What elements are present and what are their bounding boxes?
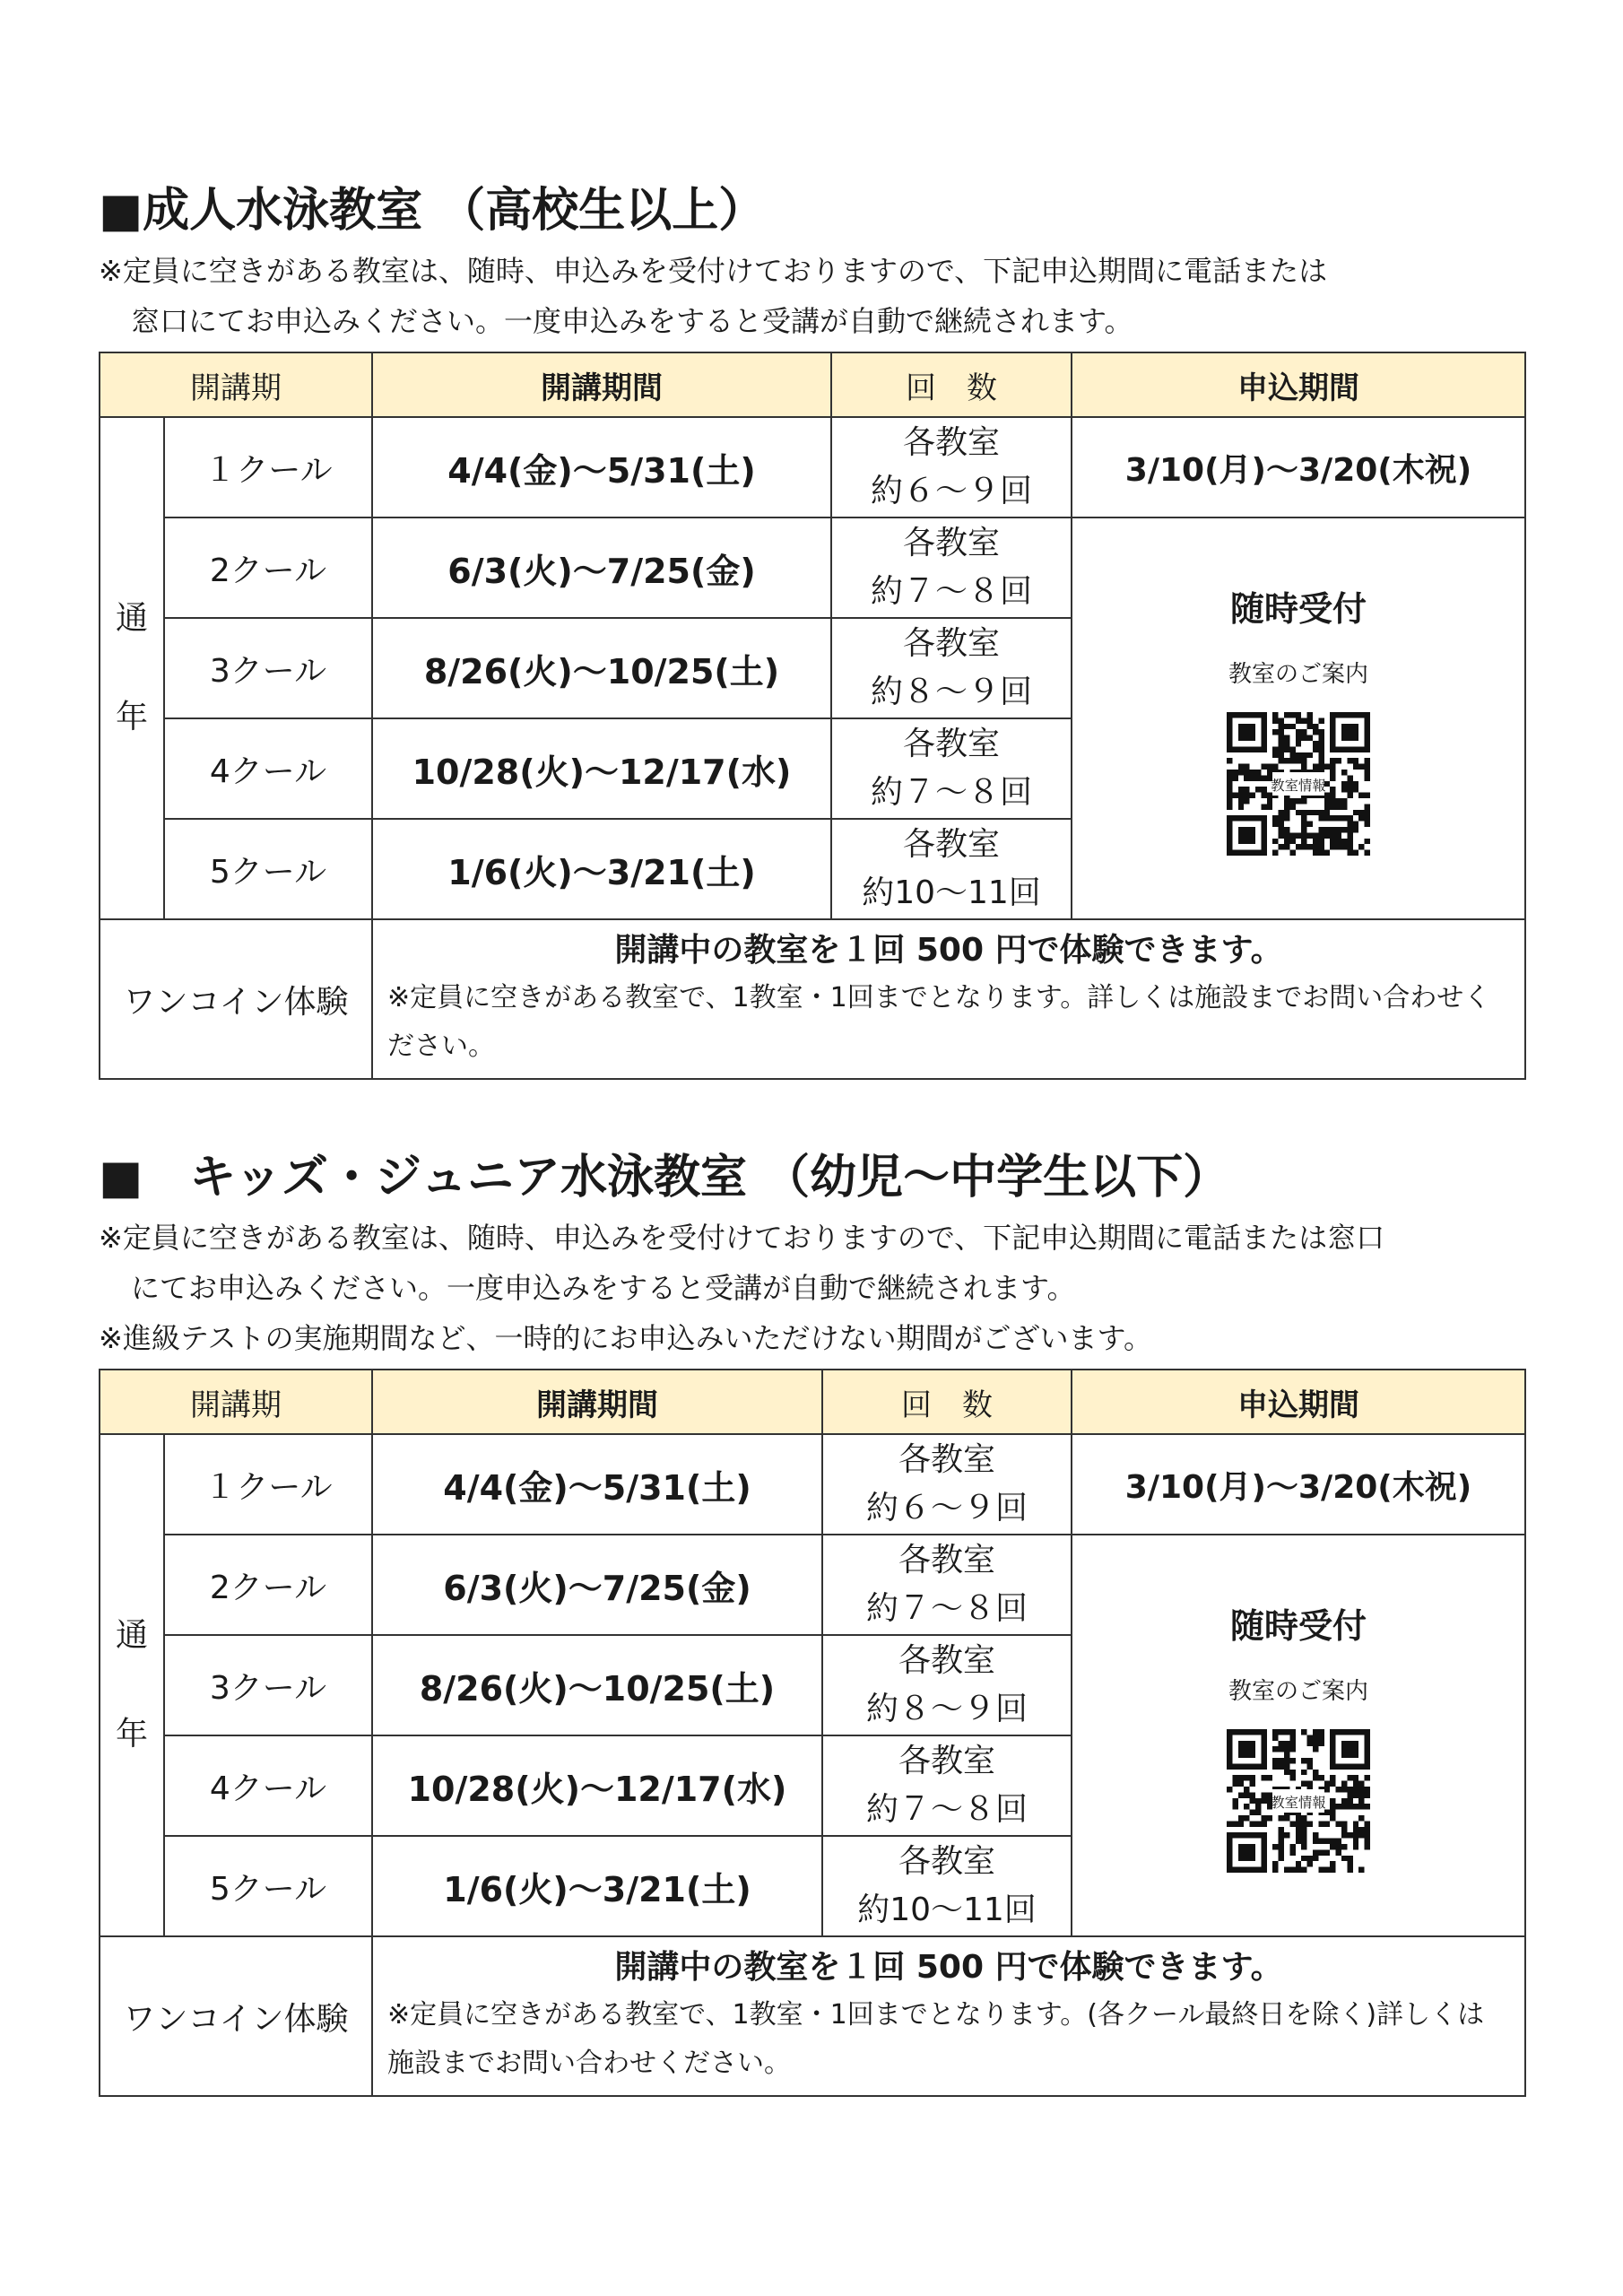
period-cell: 6/3(火)～7/25(金) [372,517,831,618]
header-count: 回 数 [822,1370,1072,1434]
trial-headline: 開講中の教室を１回 500 円で体験できます。 [614,1949,1283,1986]
period-cell: 10/28(火)～12/17(水) [372,718,831,819]
adult-title: ■成人水泳教室 （高校生以上） [99,184,766,238]
adult-section [99,179,1524,1080]
guide-label: 教室のご案内 [1228,661,1368,688]
course-cell: １クール [164,417,372,517]
header-period: 開講期間 [372,1370,822,1434]
course-cell: 2クール [164,1535,372,1635]
period-cell: 1/6(火)～3/21(土) [372,1836,822,1936]
svg-text:教室情報: 教室情報 [1271,778,1326,795]
course-cell: 3クール [164,618,372,718]
trial-body [372,1936,1525,2096]
course-cell: 5クール [164,1836,372,1936]
year-label: 通 年 [100,1434,164,1936]
header-apply: 申込期間 [1072,1370,1525,1434]
course-cell: １クール [164,1434,372,1535]
period-cell: 8/26(火)～10/25(土) [372,1635,822,1735]
header-count: 回 数 [831,352,1072,417]
kids-note-2: にてお申込みください。一度申込みをすると受講が自動で継続されます。 [131,1271,1076,1305]
header-period: 開講期間 [372,352,831,417]
period-cell: 8/26(火)～10/25(土) [372,618,831,718]
period-cell: 4/4(金)～5/31(土) [372,1434,822,1535]
qr-code-icon[interactable] [1227,1729,1370,1873]
count-cell: 各教室 約７～８回 [822,1735,1072,1836]
count-cell: 各教室 約10～11回 [822,1836,1072,1936]
adult-note-1: ※定員に空きがある教室は、随時、申込みを受付けておりますので、下記申込期間に電話または [99,254,1328,288]
course-cell: 3クール [164,1635,372,1735]
kids-note-3: ※進級テストの実施期間など、一時的にお申込みいただけない期間がございます。 [99,1321,1152,1355]
table-row [100,517,1525,618]
qr-code-icon[interactable] [1227,712,1370,856]
year-label: 通 年 [100,417,164,919]
svg-text:教室情報: 教室情報 [1271,1795,1326,1812]
table-row [100,417,1525,517]
count-cell: 各教室 約７～８回 [822,1535,1072,1635]
rolling-cell [1072,517,1525,919]
apply-period-cell: 3/10(月)～3/20(木祝) [1072,417,1525,517]
header-term: 開講期 [100,352,372,417]
kids-schedule-table [99,1369,1526,2097]
trial-label: ワンコイン体験 [100,919,372,1079]
trial-note: ※定員に空きがある教室で、1教室・1回までとなります。(各クール最終日を除く)詳しくは施設までお問い合わせください。 [387,1999,1485,2079]
course-cell: 5クール [164,819,372,919]
period-cell: 1/6(火)～3/21(土) [372,819,831,919]
table-row [100,1535,1525,1635]
count-cell: 各教室 約６～９回 [822,1434,1072,1535]
header-term: 開講期 [100,1370,372,1434]
count-cell: 各教室 約７～８回 [831,718,1072,819]
period-cell: 4/4(金)～5/31(土) [372,417,831,517]
rolling-label: 随時受付 [1229,1606,1367,1646]
count-cell: 各教室 約８～９回 [822,1635,1072,1735]
trial-row [100,1936,1525,2096]
period-cell: 6/3(火)～7/25(金) [372,1535,822,1635]
kids-note-1: ※定員に空きがある教室は、随時、申込みを受付けておりますので、下記申込期間に電話または窓口 [99,1221,1385,1255]
course-cell: 2クール [164,517,372,618]
table-row [100,1434,1525,1535]
trial-body [372,919,1525,1079]
trial-label: ワンコイン体験 [100,1936,372,2096]
kids-section [99,1146,1524,2097]
course-cell: 4クール [164,1735,372,1836]
rolling-label: 随時受付 [1229,589,1367,629]
course-cell: 4クール [164,718,372,819]
adult-note-2: 窓口にてお申込みください。一度申込みをすると受講が自動で継続されます。 [131,304,1133,338]
adult-schedule-table [99,352,1526,1080]
count-cell: 各教室 約６～９回 [831,417,1072,517]
count-cell: 各教室 約10～11回 [831,819,1072,919]
period-cell: 10/28(火)～12/17(水) [372,1735,822,1836]
trial-headline: 開講中の教室を１回 500 円で体験できます。 [614,932,1283,969]
apply-period-cell: 3/10(月)～3/20(木祝) [1072,1434,1525,1535]
rolling-cell [1072,1535,1525,1936]
header-apply: 申込期間 [1072,352,1525,417]
count-cell: 各教室 約８～９回 [831,618,1072,718]
guide-label: 教室のご案内 [1228,1678,1368,1705]
trial-row [100,919,1525,1079]
kids-title: ■ キッズ・ジュニア水泳教室 （幼児～中学生以下） [99,1151,1230,1205]
trial-note: ※定員に空きがある教室で、1教室・1回までとなります。詳しくは施設までお問い合わせください。 [387,982,1491,1062]
count-cell: 各教室 約７～８回 [831,517,1072,618]
